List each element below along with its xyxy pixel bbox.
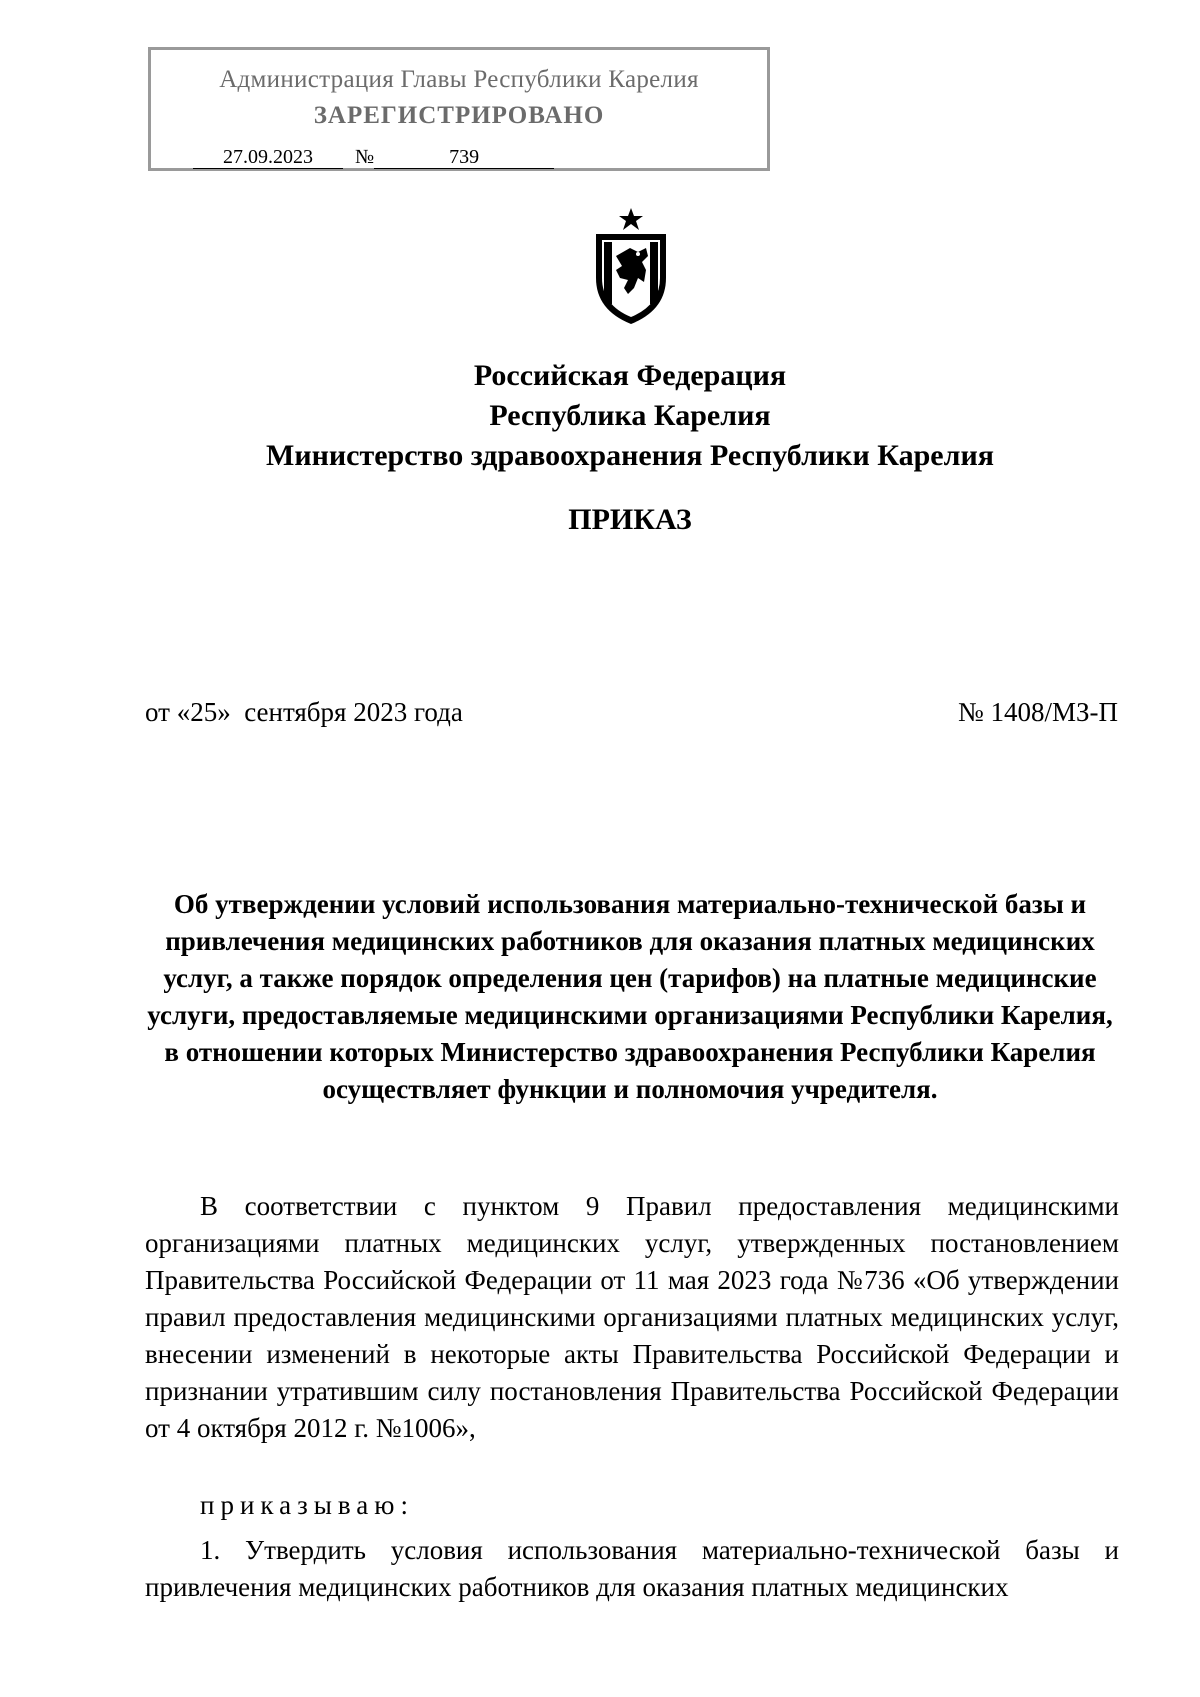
order-verb: приказываю: bbox=[200, 1490, 414, 1520]
preamble-paragraph: В соответствии с пунктом 9 Правил предоставления медицинскими организациями платных медицинских услуг, утвержденных постановлением Правительства Российской Федерации от 11 мая 2023 года №736 «Об утверждении правил предоставления медицинскими организациями платных медицинских услуг, внесении изменений в некоторые акты Правительства Российской Федерации и признании утратившим силу постановления Правительства Российской Федерации от 4 октября 2012 г. №1006», bbox=[145, 1191, 1119, 1443]
karelia-coat-of-arms-icon bbox=[586, 208, 676, 326]
registration-stamp bbox=[148, 47, 770, 171]
header-country: Российская Федерация bbox=[473, 359, 787, 392]
order-item-1: 1. Утвердить условия использования материально-технической базы и привлечения медицинских работников для оказания платных медицинских bbox=[145, 1535, 1119, 1602]
order-date: от «25» сентября 2023 года bbox=[145, 697, 463, 727]
stamp-organization: Администрация Главы Республики Карелия bbox=[219, 66, 699, 93]
stamp-status: ЗАРЕГИСТРИРОВАНО bbox=[313, 102, 605, 129]
order-number: № 1408/МЗ-П bbox=[957, 697, 1118, 727]
stamp-date-number bbox=[193, 146, 554, 169]
document-type: ПРИКАЗ bbox=[568, 503, 692, 536]
stamp-num-sign: № bbox=[355, 146, 375, 168]
stamp-date: 27.09.2023 bbox=[193, 146, 343, 169]
header-ministry: Министерство здравоохранения Республики Карелия bbox=[266, 439, 994, 472]
stamp-number: 739 bbox=[374, 146, 554, 169]
header-republic: Республика Карелия bbox=[489, 399, 771, 432]
order-title: Об утверждении условий использования материально-технической базы и привлечения медицинских работников для оказания платных медицинских услуг, а также порядок определения цен (тарифов) на платные медицинские услуги, предоставляемые медицинскими организациями Республики Карелия, в отношении которых Министерство здравоохранения Республики Карелия осуществляет функции и полномочия учредителя. bbox=[147, 889, 1113, 1104]
